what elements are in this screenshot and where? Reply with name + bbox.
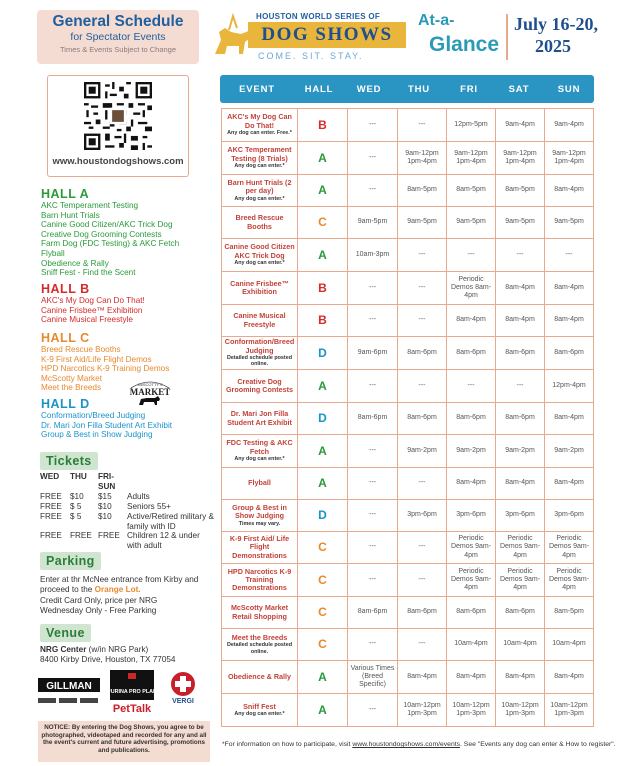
qr-code-box <box>47 75 189 177</box>
event-name: Conformation/Breed Judging <box>224 337 295 355</box>
schedule-row <box>222 370 594 403</box>
sat-time-cell: 8am-6pm <box>496 403 545 435</box>
wed-time-cell: --- <box>348 500 398 532</box>
thu-time-cell: 3pm-6pm <box>398 500 447 532</box>
sun-time-cell: 8am-6pm <box>545 337 594 370</box>
event-cell <box>222 661 298 694</box>
event-cell <box>222 175 298 207</box>
hall-a-item: AKC Temperament Testing <box>41 201 139 210</box>
hall-a-item: Flyball <box>41 248 65 258</box>
ticket-cell: $10 <box>98 502 112 512</box>
fri-time-cell: 8am-6pm <box>447 597 496 629</box>
hall-d-heading: HALL D <box>41 397 90 411</box>
fri-time-cell: --- <box>447 239 496 272</box>
hall-c-item: HPD Narcotics K-9 Training Demos <box>41 364 170 374</box>
wed-time-cell: --- <box>348 564 398 597</box>
fri-time-cell: 9am-2pm <box>447 435 496 468</box>
purina-proplan-logo <box>107 670 157 700</box>
sat-time-cell: Periodic Demos 9am-4pm <box>496 532 545 564</box>
sat-time-cell: 10am-12pm 1pm-3pm <box>496 694 545 727</box>
parking-label: Parking <box>40 552 101 570</box>
thu-time-cell: --- <box>398 370 447 403</box>
event-note: Any dog can enter.* <box>234 195 285 202</box>
wed-time-cell: 8am-6pm <box>348 403 398 435</box>
event-name: Obedience & Rally <box>227 671 292 681</box>
schedule-row <box>222 532 594 564</box>
event-name: Canine Musical Freestyle <box>233 311 286 329</box>
sun-time-cell: 8am-4pm <box>545 468 594 500</box>
schedule-body <box>222 109 594 727</box>
event-cell <box>222 403 298 435</box>
schedule-row <box>222 175 594 207</box>
ticket-cell: $15 <box>98 492 112 502</box>
event-note: Any dog can enter.* <box>234 260 285 267</box>
event-cell <box>222 109 298 142</box>
event-name: Canine Good Citizen AKC Trick Dog <box>224 242 295 260</box>
event-name: K-9 First Aid/ Life Flight Demonstrations <box>229 534 290 560</box>
market-logo-text: MARKET <box>129 387 171 397</box>
fri-time-cell: Periodic Demos 9am-4pm <box>447 564 496 597</box>
parking-line: Credit Card Only, price per NRG <box>40 595 158 605</box>
schedule-row <box>222 239 594 272</box>
event-name: Barn Hunt Trials (2 per day) <box>227 177 292 196</box>
event-name: AKC's My Dog Can Do That! <box>227 112 292 130</box>
schedule-row <box>222 272 594 305</box>
venue-label: Venue <box>40 624 91 642</box>
sat-time-cell: 8am-4pm <box>496 272 545 305</box>
hall-b-item: Canine Frisbee™ Exhibition <box>41 305 143 315</box>
wed-time-cell: --- <box>348 629 398 661</box>
sun-time-cell: --- <box>545 239 594 272</box>
event-cell <box>222 694 298 727</box>
hall-d-item: Conformation/Breed Judging <box>41 411 146 420</box>
footnote-text: *For information on how to participate, visit <box>222 741 353 748</box>
hall-cell: A <box>298 661 348 694</box>
thu-time-cell: 8am-6pm <box>398 337 447 370</box>
tickets-label: Tickets <box>40 452 98 470</box>
column-header: FRI <box>460 83 478 95</box>
sun-time-cell: 10am-4pm <box>545 629 594 661</box>
market-logo-top-text: McSCOTTY'S <box>137 382 163 387</box>
sat-time-cell: --- <box>496 239 545 272</box>
ticket-cell: Adults <box>127 492 150 502</box>
event-cell <box>222 435 298 468</box>
sun-time-cell: Periodic Demos 9am-4pm <box>545 564 594 597</box>
fri-time-cell: 3pm-6pm <box>447 500 496 532</box>
at-a-glance-line1: At-a- <box>418 12 455 29</box>
hall-cell: A <box>298 694 348 727</box>
thu-time-cell: --- <box>398 468 447 500</box>
hall-c-item: Breed Rescue Booths <box>41 345 121 354</box>
hall-a-item: Canine Good Citizen/AKC Trick Dog <box>41 220 173 230</box>
footnote <box>222 741 616 748</box>
parking-lot-highlight: Orange Lot. <box>94 585 141 595</box>
fri-time-cell: --- <box>447 370 496 403</box>
event-note: Any dog can enter.* <box>234 456 285 463</box>
fri-time-cell: 12pm-5pm <box>447 109 496 142</box>
ticket-cell: FREE <box>40 511 62 521</box>
sat-time-cell: 8am-6pm <box>496 337 545 370</box>
event-cell <box>222 305 298 337</box>
thu-time-cell: --- <box>398 239 447 272</box>
thu-time-cell: 10am-12pm 1pm-3pm <box>398 694 447 727</box>
events-link[interactable]: www.houstondogshows.com/events <box>352 741 461 748</box>
fri-time-cell: 9am-12pm 1pm-4pm <box>447 142 496 175</box>
column-header: EVENT <box>239 83 275 95</box>
ticket-cell: FREE <box>40 492 62 502</box>
ticket-cell: FREE <box>40 502 62 512</box>
column-header: SAT <box>508 83 530 95</box>
fri-time-cell: 10am-12pm 1pm-3pm <box>447 694 496 727</box>
tagline: COME. SIT. STAY. <box>258 51 364 61</box>
purina-proplan-logo-text: PURINA PRO PLAN <box>107 689 157 695</box>
column-header: THU <box>408 83 430 95</box>
fri-time-cell: 8am-5pm <box>447 175 496 207</box>
general-schedule-subtitle: for Spectator Events <box>70 31 166 43</box>
event-cell <box>222 207 298 239</box>
hall-cell: B <box>298 305 348 337</box>
fri-time-cell: 8am-4pm <box>447 305 496 337</box>
ticket-cell: Active/Retired military & family with ID <box>127 511 214 531</box>
schedule-row <box>222 337 594 370</box>
fri-time-cell: 9am-5pm <box>447 207 496 239</box>
thu-time-cell: --- <box>398 109 447 142</box>
event-name: Creative Dog Grooming Contests <box>225 376 294 394</box>
fri-time-cell: 8am-6pm <box>447 403 496 435</box>
sun-time-cell: 9am-2pm <box>545 435 594 468</box>
column-header: HALL <box>304 83 334 95</box>
wed-time-cell: --- <box>348 370 398 403</box>
event-cell <box>222 239 298 272</box>
hall-cell: C <box>298 564 348 597</box>
schedule-row <box>222 403 594 435</box>
sat-time-cell: 9am-2pm <box>496 435 545 468</box>
header-divider <box>506 14 508 60</box>
wed-time-cell: --- <box>348 468 398 500</box>
notice-box: NOTICE: By entering the Dog Shows, you agree to be photographed, videotaped and recorded for any and all the event's current and future advertising, promotions and publications. <box>38 721 210 762</box>
ticket-cell: $ 5 <box>70 502 82 512</box>
hall-cell: C <box>298 532 348 564</box>
pettalk-logo-text: PetTalk <box>112 703 152 715</box>
ticket-cell: $10 <box>98 511 112 521</box>
event-note: Detailed schedule posted online. <box>226 354 292 368</box>
hall-c-item: K-9 First Aid/Life Flight Demos <box>41 354 152 364</box>
event-name: FDC Testing & AKC Fetch <box>226 438 293 456</box>
wed-time-cell: --- <box>348 109 398 142</box>
ticket-header <box>127 472 215 491</box>
parking-line: Enter at thr McNee entrance from Kirby and proceed to the <box>40 575 199 595</box>
thu-time-cell: --- <box>398 272 447 305</box>
ticket-cell: $ 5 <box>70 511 82 521</box>
schedule-row <box>222 468 594 500</box>
sat-time-cell: 8am-6pm <box>496 597 545 629</box>
wed-time-cell: --- <box>348 142 398 175</box>
hall-cell: A <box>298 142 348 175</box>
thu-time-cell: 9am-5pm <box>398 207 447 239</box>
org-name: HOUSTON WORLD SERIES OF <box>256 12 381 21</box>
thu-time-cell: 8am-4pm <box>398 661 447 694</box>
wed-time-cell: Various Times (Breed Specific) <box>348 661 398 694</box>
wed-time-cell: --- <box>348 305 398 337</box>
dog-shows-banner <box>248 22 406 48</box>
event-name: Group & Best in Show Judging <box>232 502 287 521</box>
hall-c-heading: HALL C <box>41 331 90 345</box>
hall-d-item: Group & Best in Show Judging <box>41 430 153 440</box>
event-cell <box>222 272 298 305</box>
sat-time-cell: 3pm-6pm <box>496 500 545 532</box>
hall-a-item: Creative Dog Grooming Contests <box>41 229 162 239</box>
thu-time-cell: 8am-5pm <box>398 175 447 207</box>
thu-time-cell: 9am-2pm <box>398 435 447 468</box>
event-cell <box>222 370 298 403</box>
sun-time-cell: 8am-4pm <box>545 661 594 694</box>
hall-cell: A <box>298 239 348 272</box>
schedule-row <box>222 629 594 661</box>
hall-a-item: Farm Dog (FDC Testing) & AKC Fetch <box>41 239 180 249</box>
ticket-header: WED <box>40 472 60 481</box>
hall-cell: C <box>298 597 348 629</box>
hall-cell: D <box>298 500 348 532</box>
schedule-row <box>222 661 594 694</box>
schedule-row <box>222 500 594 532</box>
parking-line: Wednesday Only - Free Parking <box>40 606 157 616</box>
fri-time-cell: Periodic Demos 8am-4pm <box>447 272 496 305</box>
event-cell <box>222 629 298 661</box>
schedule-column-headers <box>220 75 594 103</box>
event-note: Detailed schedule posted online. <box>226 642 292 655</box>
schedule-row <box>222 564 594 597</box>
wed-time-cell: --- <box>348 272 398 305</box>
ticket-cell: FREE <box>70 531 92 541</box>
parking-info <box>40 575 200 617</box>
sun-time-cell: 8am-4pm <box>545 175 594 207</box>
schedule-row <box>222 435 594 468</box>
sat-time-cell: 8am-4pm <box>496 468 545 500</box>
tickets-table <box>40 472 215 551</box>
dates-line2: 2025 <box>535 36 571 56</box>
sat-time-cell: 9am-5pm <box>496 207 545 239</box>
vergi-logo <box>163 670 203 708</box>
hall-d-section <box>41 397 211 440</box>
event-name: Meet the Breeds <box>231 632 288 642</box>
wed-time-cell: 8am-6pm <box>348 597 398 629</box>
column-header: WED <box>356 83 382 95</box>
schedule-row <box>222 305 594 337</box>
dates-line1: July 16-20, <box>514 14 599 34</box>
sat-time-cell: 9am-4pm <box>496 109 545 142</box>
hall-a-heading: HALL A <box>41 187 90 201</box>
hall-cell: A <box>298 175 348 207</box>
gillman-logo-text: GILLMAN <box>46 681 92 692</box>
ticket-cell: $10 <box>70 492 84 502</box>
dog-shows-title: DOG SHOWS <box>261 24 393 45</box>
thu-time-cell: --- <box>398 564 447 597</box>
sun-time-cell: 8am-4pm <box>545 272 594 305</box>
venue-info <box>40 645 210 666</box>
sat-time-cell: 8am-4pm <box>496 661 545 694</box>
thu-time-cell: --- <box>398 629 447 661</box>
sat-time-cell: --- <box>496 370 545 403</box>
event-note: Any dog can enter.* <box>234 710 285 717</box>
event-cell <box>222 468 298 500</box>
sat-time-cell: 9am-12pm 1pm-4pm <box>496 142 545 175</box>
sun-time-cell: 12pm-4pm <box>545 370 594 403</box>
venue-name-suffix: (w/in NRG Park) <box>86 645 149 654</box>
website-url[interactable]: www.houstondogshows.com <box>52 156 184 167</box>
ticket-row <box>40 512 215 531</box>
hall-cell: A <box>298 370 348 403</box>
event-name: Breed Rescue Booths <box>235 213 284 231</box>
hall-c-item: McScotty Market <box>41 373 102 383</box>
hall-b-item: AKC's My Dog Can Do That! <box>41 296 145 305</box>
wed-time-cell: 9am-6pm <box>348 337 398 370</box>
hall-cell: A <box>298 468 348 500</box>
ticket-header: THU <box>70 472 87 481</box>
footnote-text: . See "Events any dog can enter & How to register". <box>460 741 616 748</box>
general-schedule-title: General Schedule <box>52 13 184 30</box>
thu-time-cell: --- <box>398 305 447 337</box>
wed-time-cell: --- <box>348 694 398 727</box>
event-name: Canine Frisbee™ Exhibition <box>230 278 289 296</box>
schedule-row <box>222 694 594 727</box>
at-a-glance-line2: Glance <box>429 33 500 56</box>
sun-time-cell: 9am-5pm <box>545 207 594 239</box>
event-cell <box>222 597 298 629</box>
gillman-logo <box>36 674 102 712</box>
hall-a-item: Barn Hunt Trials <box>41 210 100 220</box>
sat-time-cell: Periodic Demos 9am-4pm <box>496 564 545 597</box>
hall-b-section <box>41 282 211 325</box>
schedule-row <box>222 597 594 629</box>
hall-a-item: Obedience & Rally <box>41 258 109 268</box>
wed-time-cell: --- <box>348 435 398 468</box>
ticket-row <box>40 531 215 550</box>
hall-b-heading: HALL B <box>41 282 90 296</box>
event-name: HPD Narcotics K-9 Training Demonstrations <box>227 566 292 593</box>
venue-name: NRG Center <box>40 645 87 654</box>
hall-b-item: Canine Musical Freestyle <box>41 315 133 325</box>
event-cell <box>222 500 298 532</box>
sun-time-cell: 9am-4pm <box>545 109 594 142</box>
event-name: Flyball <box>248 478 271 488</box>
fri-time-cell: Periodic Demos 9am-4pm <box>447 532 496 564</box>
thu-time-cell: 8am-6pm <box>398 403 447 435</box>
event-note: Times may vary. <box>238 520 281 527</box>
sun-time-cell: 3pm-6pm <box>545 500 594 532</box>
event-name: McScotty Market Retail Shopping <box>230 603 289 621</box>
event-name: AKC Temperament Testing (8 Trials) <box>227 145 292 163</box>
schedule-table <box>221 108 594 727</box>
hall-a-section <box>41 187 211 278</box>
event-cell <box>222 337 298 370</box>
fri-time-cell: 8am-6pm <box>447 337 496 370</box>
wed-time-cell: 9am-5pm <box>348 207 398 239</box>
hall-cell: D <box>298 337 348 370</box>
general-schedule-note: Times & Events Subject to Change <box>59 45 177 54</box>
ticket-header: FRI-SUN <box>98 472 116 491</box>
event-note: Any dog can enter.* <box>234 163 285 170</box>
wed-time-cell: --- <box>348 532 398 564</box>
sat-time-cell: 8am-4pm <box>496 305 545 337</box>
hall-c-item: Meet the Breeds <box>41 383 102 393</box>
wed-time-cell: --- <box>348 175 398 207</box>
ticket-cell: FREE <box>40 531 62 541</box>
vergi-logo-text: VERGI <box>172 698 194 705</box>
event-cell <box>222 142 298 175</box>
sat-time-cell: 10am-4pm <box>496 629 545 661</box>
ticket-cell: Seniors 55+ <box>127 502 171 512</box>
event-cell <box>222 532 298 564</box>
ticket-row <box>40 492 215 502</box>
ticket-cell: Children 12 & under with adult <box>127 531 200 550</box>
thu-time-cell: --- <box>398 532 447 564</box>
hall-cell: C <box>298 207 348 239</box>
event-cell <box>222 564 298 597</box>
ticket-cell: FREE <box>98 531 120 541</box>
thu-time-cell: 9am-12pm 1pm-4pm <box>398 142 447 175</box>
sun-time-cell: 9am-12pm 1pm-4pm <box>545 142 594 175</box>
fri-time-cell: 10am-4pm <box>447 629 496 661</box>
hall-d-item: Dr. Mari Jon Filla Student Art Exhibit <box>41 420 173 430</box>
sun-time-cell: 10am-12pm 1pm-3pm <box>545 694 594 727</box>
sun-time-cell: 8am-5pm <box>545 597 594 629</box>
event-name: Sniff Fest <box>243 701 276 711</box>
sun-time-cell: Periodic Demos 9am-4pm <box>545 532 594 564</box>
hall-cell: A <box>298 435 348 468</box>
hall-cell: D <box>298 403 348 435</box>
hall-a-item: Sniff Fest - Find the Scent <box>41 268 136 278</box>
ticket-row <box>40 502 215 512</box>
event-name: Dr. Mari Jon Filla Student Art Exhibit <box>227 409 292 427</box>
sun-time-cell: 8am-4pm <box>545 403 594 435</box>
sun-time-cell: 8am-4pm <box>545 305 594 337</box>
schedule-row <box>222 142 594 175</box>
qr-code-icon <box>84 82 152 150</box>
sat-time-cell: 8am-5pm <box>496 175 545 207</box>
hall-cell: C <box>298 629 348 661</box>
schedule-row <box>222 207 594 239</box>
hall-cell: B <box>298 272 348 305</box>
wed-time-cell: 10am-3pm <box>348 239 398 272</box>
fri-time-cell: 8am-4pm <box>447 468 496 500</box>
venue-address: 8400 Kirby Drive, Houston, TX 77054 <box>40 655 176 665</box>
tickets-header-row <box>40 472 215 491</box>
thu-time-cell: 8am-6pm <box>398 597 447 629</box>
event-note: Any dog can enter. Free.* <box>227 130 292 137</box>
column-header: SUN <box>557 83 581 95</box>
fri-time-cell: 8am-4pm <box>447 661 496 694</box>
hall-cell: B <box>298 109 348 142</box>
pettalk-logo <box>110 700 154 716</box>
schedule-row <box>222 109 594 142</box>
general-schedule-box <box>37 10 199 64</box>
